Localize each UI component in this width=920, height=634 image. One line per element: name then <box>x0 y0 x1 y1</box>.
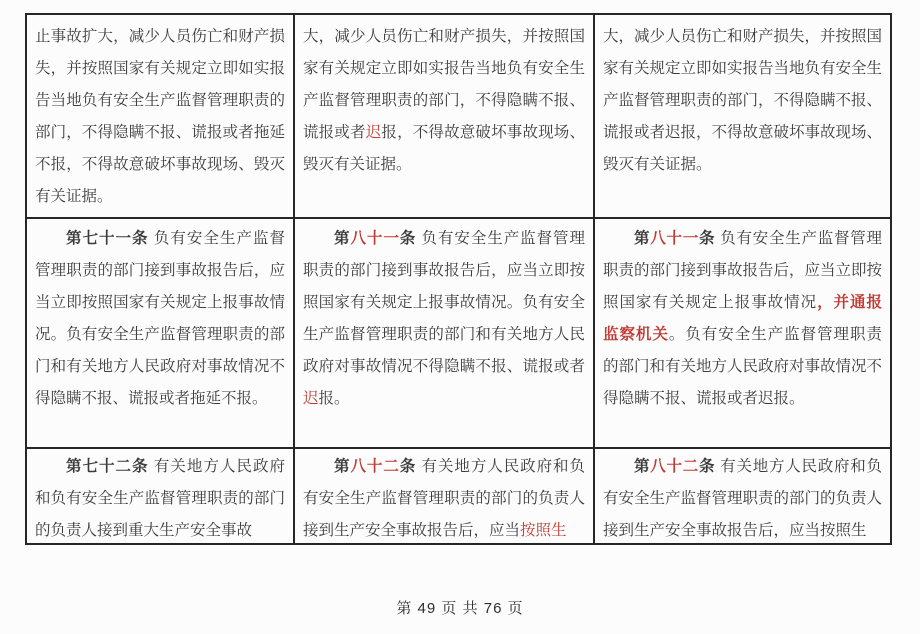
text-segment: 负有安全生产监督管理职责的部门接到事故报告后，应当立即按照国家有关规定上报事故情况。负有安全生产监督管理职责的部门和有关地方人民政府对事故情况不得隐瞒不报、谎报或者 <box>303 230 585 375</box>
table-cell <box>294 218 594 448</box>
changed-text-segment: 按照生 <box>520 522 567 539</box>
table-cell <box>594 14 891 218</box>
changed-text-segment: 迟 <box>365 124 382 141</box>
law-paragraph <box>303 451 585 543</box>
cell-content <box>35 21 285 215</box>
text-segment: 条 <box>399 458 417 475</box>
cell-content <box>303 21 585 215</box>
cell-content <box>35 451 285 543</box>
table-cell <box>594 448 891 544</box>
table-row <box>26 218 891 448</box>
cell-content <box>35 223 285 447</box>
law-paragraph <box>603 451 882 543</box>
text-segment: 第七十二条 <box>66 458 149 475</box>
table-cell <box>26 14 294 218</box>
law-paragraph <box>35 223 285 415</box>
changed-text-segment: 八十二 <box>650 458 699 475</box>
cell-content <box>303 223 585 447</box>
text-segment: 第七十一条 <box>66 230 149 247</box>
text-segment: 有关地方人民政府和负有安全生产监督管理职责的部门的负责人接到生产安全事故报告后，应当 <box>303 458 585 539</box>
changed-text-segment: 迟 <box>303 390 319 407</box>
text-segment: 条 <box>698 230 716 247</box>
table-cell <box>26 218 294 448</box>
text-segment: 第 <box>334 458 351 475</box>
table-cell <box>294 14 594 218</box>
table-cell <box>594 218 891 448</box>
text-segment: 有关地方人民政府和负有安全生产监督管理职责的部门的负责人接到生产安全事故报告后，应当按照生 <box>603 458 882 539</box>
text-segment: 报。 <box>318 390 350 407</box>
law-table-body <box>26 14 891 544</box>
changed-text-segment: 八十一 <box>350 230 400 247</box>
table-cell <box>294 448 594 544</box>
text-segment: 。负有安全生产监督管理职责的部门和有关地方人民政府对事故情况不得隐瞒不报、谎报或者迟报。 <box>603 326 882 407</box>
page-footer <box>0 597 920 618</box>
text-segment: 条 <box>399 230 417 247</box>
cell-content <box>603 451 882 543</box>
cell-content <box>603 223 882 447</box>
table-cell <box>26 448 294 544</box>
text-segment: 第 <box>634 230 651 247</box>
table-row <box>26 14 891 218</box>
text-segment: 负有安全生产监督管理职责的部门接到事故报告后，应当立即按照国家有关规定上报事故情况 <box>603 230 882 311</box>
text-segment: 条 <box>698 458 716 475</box>
page-number-label: 第 49 页 共 76 页 <box>396 600 524 617</box>
text-segment: 第 <box>334 230 351 247</box>
law-paragraph <box>603 21 882 181</box>
changed-text-segment: 八十一 <box>650 230 699 247</box>
law-comparison-table <box>25 13 892 545</box>
text-segment: 负有安全生产监督管理职责的部门接到事故报告后，应当立即按照国家有关规定上报事故情况。负有安全生产监督管理职责的部门和有关地方人民政府对事故情况不得隐瞒不报、谎报或者拖延不报。 <box>35 230 285 407</box>
cell-content <box>603 21 882 215</box>
changed-text-segment: ，并通报监察机关 <box>603 294 882 343</box>
text-segment: 第 <box>634 458 651 475</box>
text-segment: 报，不得故意破坏事故现场、毁灭有关证据。 <box>303 124 585 173</box>
cell-content <box>303 451 585 543</box>
text-segment: 大，减少人员伤亡和财产损失，并按照国家有关规定立即如实报告当地负有安全生产监督管理职责的部门，不得隐瞒不报、谎报或者迟报，不得故意破坏事故现场、毁灭有关证据。 <box>603 28 882 173</box>
text-segment: 大，减少人员伤亡和财产损失，并按照国家有关规定立即如实报告当地负有安全生产监督管理职责的部门，不得隐瞒不报、谎报或者 <box>303 28 585 141</box>
table-row <box>26 448 891 544</box>
changed-text-segment: 八十二 <box>350 458 400 475</box>
law-paragraph <box>35 21 285 213</box>
law-paragraph <box>303 223 585 415</box>
law-paragraph <box>603 223 882 415</box>
law-paragraph <box>35 451 285 543</box>
text-segment: 有关地方人民政府和负有安全生产监督管理职责的部门的负责人接到重大生产安全事故 <box>35 458 285 539</box>
law-paragraph <box>303 21 585 181</box>
text-segment: 止事故扩大，减少人员伤亡和财产损失，并按照国家有关规定立即如实报告当地负有安全生产监督管理职责的部门，不得隐瞒不报、谎报或者拖延不报，不得故意破坏事故现场、毁灭有关证据。 <box>35 28 285 205</box>
